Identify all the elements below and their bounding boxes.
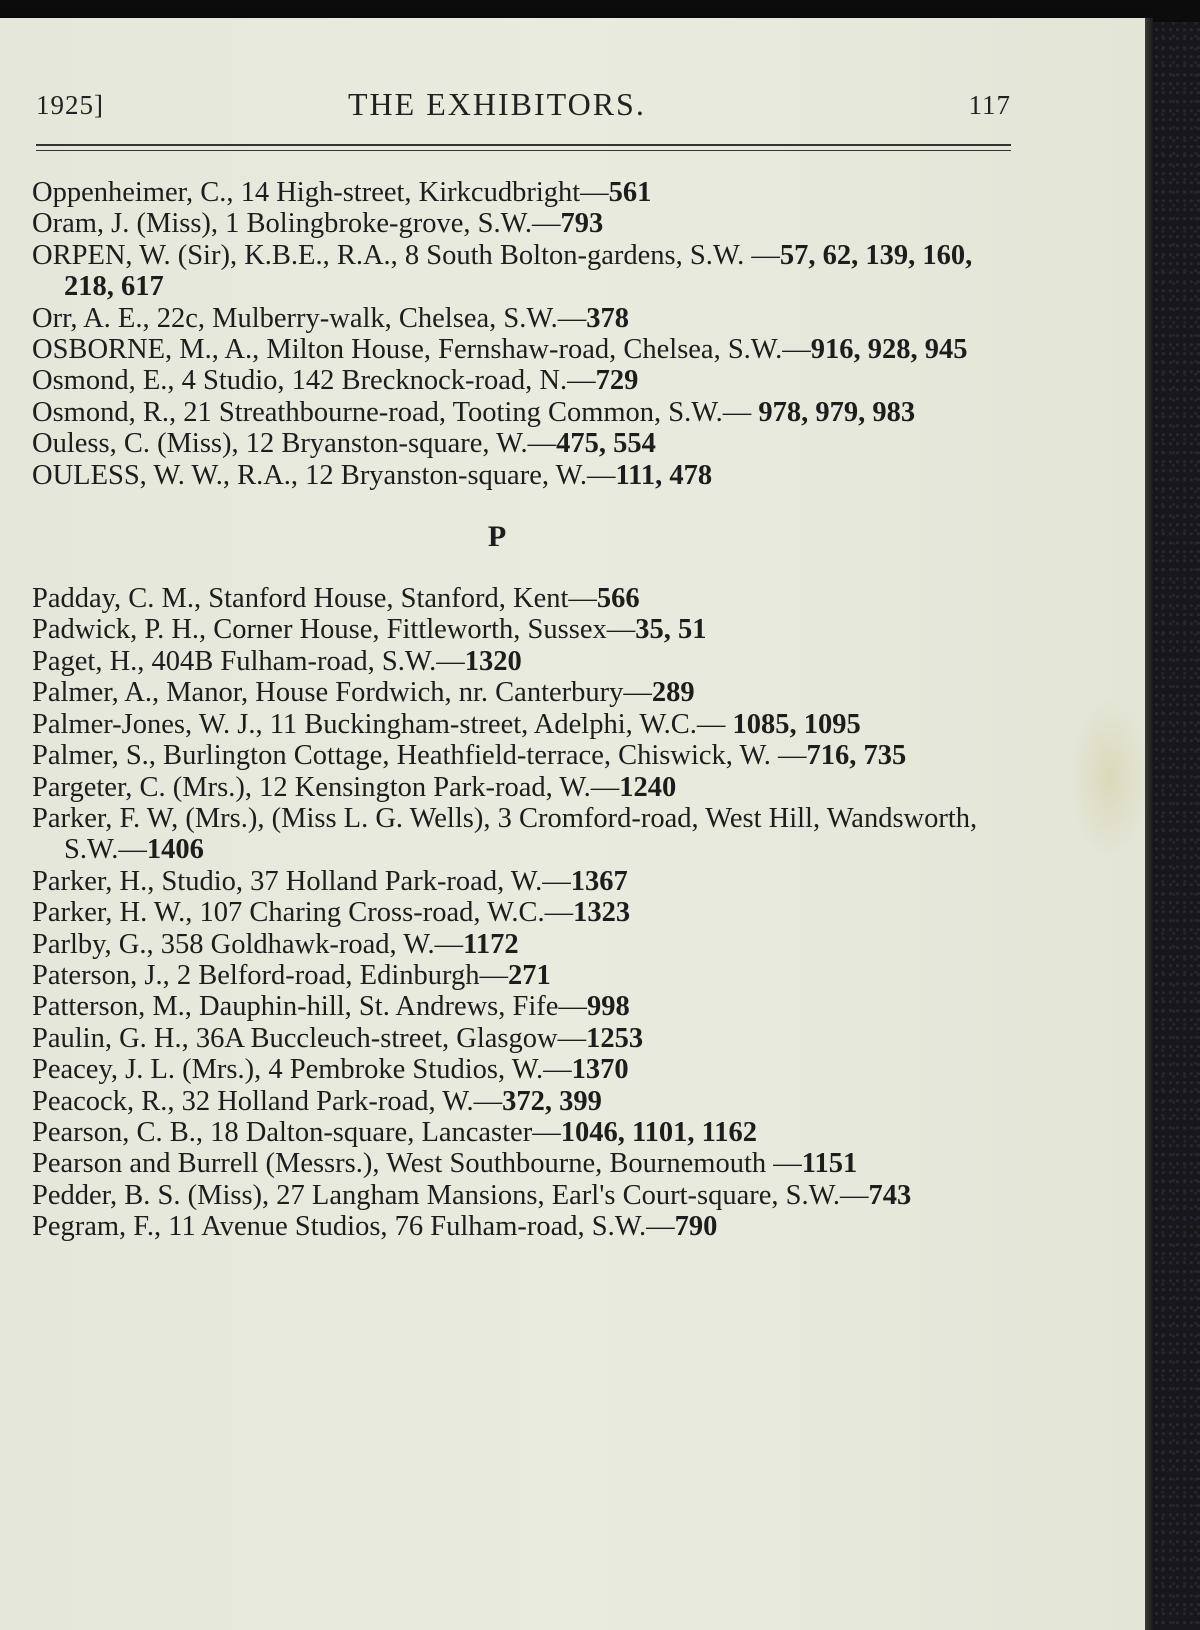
entry-text: Peacock, R., 32 Holland Park-road, W.— [32, 1085, 503, 1117]
catalogue-numbers: 998 [586, 991, 630, 1023]
entry-text: Paulin, G. H., 36A Buccleuch-street, Glasgow— [32, 1022, 587, 1054]
entry-text: ORPEN, W. (Sir), K.B.E., R.A., 8 South Bolton-gardens, S.W. — [32, 239, 780, 271]
list-item [32, 177, 1022, 208]
catalogue-numbers: 475, 554 [556, 428, 656, 460]
entry-text: Padwick, P. H., Corner House, Fittleworth, Sussex— [32, 614, 636, 646]
catalogue-numbers: 1370 [571, 1054, 629, 1086]
catalogue-numbers: 1253 [586, 1022, 644, 1054]
catalogue-numbers: 566 [596, 583, 640, 615]
catalogue-numbers: 1323 [573, 897, 631, 929]
catalogue-numbers: 790 [674, 1211, 718, 1243]
catalogue-numbers: 1240 [619, 771, 677, 803]
entry-text: Palmer, S., Burlington Cottage, Heathfield-terrace, Chiswick, W. — [32, 740, 807, 772]
list-item [32, 772, 1022, 803]
list-item [32, 1086, 1022, 1117]
catalogue-numbers: 271 [507, 959, 551, 991]
list-item [32, 303, 1022, 334]
catalogue-numbers: 378 [586, 302, 629, 334]
catalogue-numbers: 289 [651, 677, 695, 709]
list-item [32, 460, 1022, 491]
list-item [32, 677, 1022, 708]
list-item [32, 334, 1022, 365]
list-item [32, 740, 1022, 771]
entry-text: Patterson, M., Dauphin-hill, St. Andrews, Fife— [32, 991, 587, 1023]
entry-text: Pearson and Burrell (Messrs.), West Southbourne, Bournemouth — [32, 1148, 802, 1180]
catalogue-numbers: 978, 979, 983 [758, 396, 916, 428]
entry-text: Parker, H., Studio, 37 Holland Park-road, W.— [32, 865, 571, 897]
section-o [32, 177, 1022, 491]
page-edge [1145, 18, 1153, 1630]
list-item [32, 583, 1022, 614]
entry-text: Pearson, C. B., 18 Dalton-square, Lancaster— [32, 1116, 561, 1148]
catalogue-numbers: 1367 [570, 865, 628, 897]
entry-text: Paget, H., 404B Fulham-road, S.W.— [32, 645, 465, 677]
list-item [32, 240, 1022, 303]
header-title: THE EXHIBITORS. [348, 86, 646, 122]
list-item [32, 1117, 1022, 1148]
catalogue-numbers: 111, 478 [615, 459, 713, 491]
running-header [36, 72, 1011, 132]
catalogue-numbers: 1320 [464, 645, 522, 677]
entry-text: Pargeter, C. (Mrs.), 12 Kensington Park-road, W.— [32, 771, 620, 803]
catalogue-numbers: 1151 [801, 1148, 858, 1180]
entry-text: Parker, F. W, (Mrs.), (Miss L. G. Wells), 3 Cromford-road, West Hill, Wandsworth, S.W.— [32, 802, 978, 866]
catalogue-numbers: 561 [608, 177, 652, 208]
list-item [32, 1054, 1022, 1085]
section-letter-heading: P [487, 520, 507, 554]
list-item [32, 428, 1022, 459]
catalogue-numbers: 729 [595, 365, 639, 397]
list-item [32, 991, 1022, 1022]
list-item [32, 709, 1022, 740]
header-rule-thin [36, 150, 1011, 151]
catalogue-numbers: 1172 [463, 928, 519, 960]
entry-text: Ouless, C. (Miss), 12 Bryanston-square, W.— [32, 428, 557, 460]
list-item [32, 397, 1022, 428]
catalogue-numbers: 1085, 1095 [732, 708, 861, 740]
entry-text: Orr, A. E., 22c, Mulberry-walk, Chelsea, S.W.— [32, 302, 587, 334]
catalogue-numbers: 1406 [146, 834, 204, 866]
entry-text: Paterson, J., 2 Belford-road, Edinburgh— [32, 959, 508, 991]
entry-text: Oppenheimer, C., 14 High-street, Kirkcudbright— [32, 177, 609, 208]
catalogue-numbers: 35, 51 [635, 614, 707, 646]
list-item [32, 897, 1022, 928]
entry-text: Palmer, A., Manor, House Fordwich, nr. Canterbury— [32, 677, 652, 709]
header-rule-thick [36, 144, 1011, 146]
list-item [32, 646, 1022, 677]
entry-text: Peacey, J. L. (Mrs.), 4 Pembroke Studios, W.— [32, 1054, 572, 1086]
catalogue-numbers: 57, 62, 139, 160, 218, 617 [64, 239, 973, 303]
entry-text: Pedder, B. S. (Miss), 27 Langham Mansions, Earl's Court-square, S.W.— [32, 1179, 869, 1211]
list-item [32, 960, 1022, 991]
page-number: 117 [968, 90, 1011, 120]
list-item [32, 929, 1022, 960]
section-p [32, 583, 1022, 1243]
entry-text: Osmond, E., 4 Studio, 142 Brecknock-road, N.— [32, 365, 596, 397]
catalogue-numbers: 743 [868, 1179, 912, 1211]
entry-text: Osmond, R., 21 Streathbourne-road, Tooting Common, S.W.— [32, 396, 759, 428]
list-item [32, 1023, 1022, 1054]
catalogue-numbers: 793 [560, 208, 604, 240]
list-item [32, 866, 1022, 897]
list-item [32, 1148, 1022, 1179]
entry-text: Parlby, G., 358 Goldhawk-road, W.— [32, 928, 464, 960]
header-year: 1925] [36, 90, 104, 120]
catalogue-numbers: 716, 735 [806, 740, 907, 772]
catalogue-numbers: 372, 399 [502, 1085, 602, 1117]
list-item [32, 803, 1022, 866]
list-item [32, 1211, 1022, 1242]
entry-text: Pegram, F., 11 Avenue Studios, 76 Fulham-road, S.W.— [32, 1211, 675, 1243]
list-item [32, 614, 1022, 645]
exhibitor-list [32, 177, 1022, 1243]
list-item [32, 208, 1022, 239]
entry-text: OULESS, W. W., R.A., 12 Bryanston-square, W.— [32, 459, 616, 491]
list-item [32, 1180, 1022, 1211]
paper-stain [1070, 698, 1150, 858]
catalogue-numbers: 1046, 1101, 1162 [560, 1116, 758, 1148]
list-item [32, 365, 1022, 396]
entry-text: Oram, J. (Miss), 1 Bolingbroke-grove, S.W.— [32, 208, 561, 240]
entry-text: Palmer-Jones, W. J., 11 Buckingham-street, Adelphi, W.C.— [32, 708, 733, 740]
entry-text: Parker, H. W., 107 Charing Cross-road, W.C.— [32, 897, 574, 929]
entry-text: OSBORNE, M., A., Milton House, Fernshaw-road, Chelsea, S.W.— [32, 334, 811, 366]
entry-text: Padday, C. M., Stanford House, Stanford, Kent— [32, 583, 597, 615]
catalogue-numbers: 916, 928, 945 [810, 334, 968, 366]
